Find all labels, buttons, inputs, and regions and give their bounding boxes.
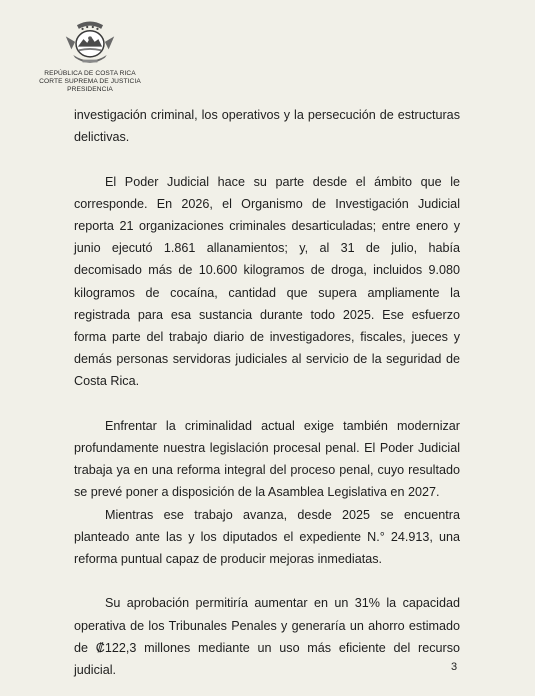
header-court: CORTE SUPREMA DE JUSTICIA bbox=[39, 78, 141, 85]
paragraph-5: Su aprobación permitiría aumentar en un 31% la capacidad operativa de los Tribunales Penales y generaría un ahorro estimado de ₡122,3 millones mediante un uso más eficiente del recurso judicial. bbox=[74, 596, 460, 678]
paragraph-4: Mientras ese trabajo avanza, desde 2025 se encuentra planteado ante las y los diputados el expediente N.° 24.913, una reforma puntual capaz de producir mejoras inmediatas. bbox=[74, 507, 460, 567]
page-number: 3 bbox=[451, 661, 458, 673]
paragraph-3: Enfrentar la criminalidad actual exige también modernizar profundamente nuestra legislación procesal penal. El Poder Judicial trabaja ya en una reforma integral del proceso penal, cuyo resultado se prevé poner a disposición de la Asamblea Legislativa en 2027. bbox=[74, 418, 460, 500]
paragraph-2: El Poder Judicial hace su parte desde el ámbito que le corresponde. En 2026, el Organismo de Investigación Judicial reporta 21 organizaciones criminales desarticuladas; entre enero y junio ejecutó 1.861 allanamientos; y, al 31 de julio, había decomisado más de 10.600 kilogramos de droga, incluidos 9.080 kilogramos de cocaína, cantidad que supera ampliamente la registrada para esa sustancia durante todo 2025. Ese esfuerzo forma parte del trabajo diario de investigadores, fiscales, jueces y demás personas servidoras judiciales al servicio de la seguridad de Costa Rica. bbox=[74, 174, 460, 389]
document-body bbox=[74, 104, 460, 681]
paragraph-1: investigación criminal, los operativos y la persecución de estructuras delictivas. bbox=[74, 108, 460, 145]
coat-of-arms-icon bbox=[62, 14, 118, 68]
letterhead bbox=[0, 14, 180, 94]
header-office: PRESIDENCIA bbox=[67, 86, 113, 93]
header-country: REPÚBLICA DE COSTA RICA bbox=[44, 70, 136, 77]
